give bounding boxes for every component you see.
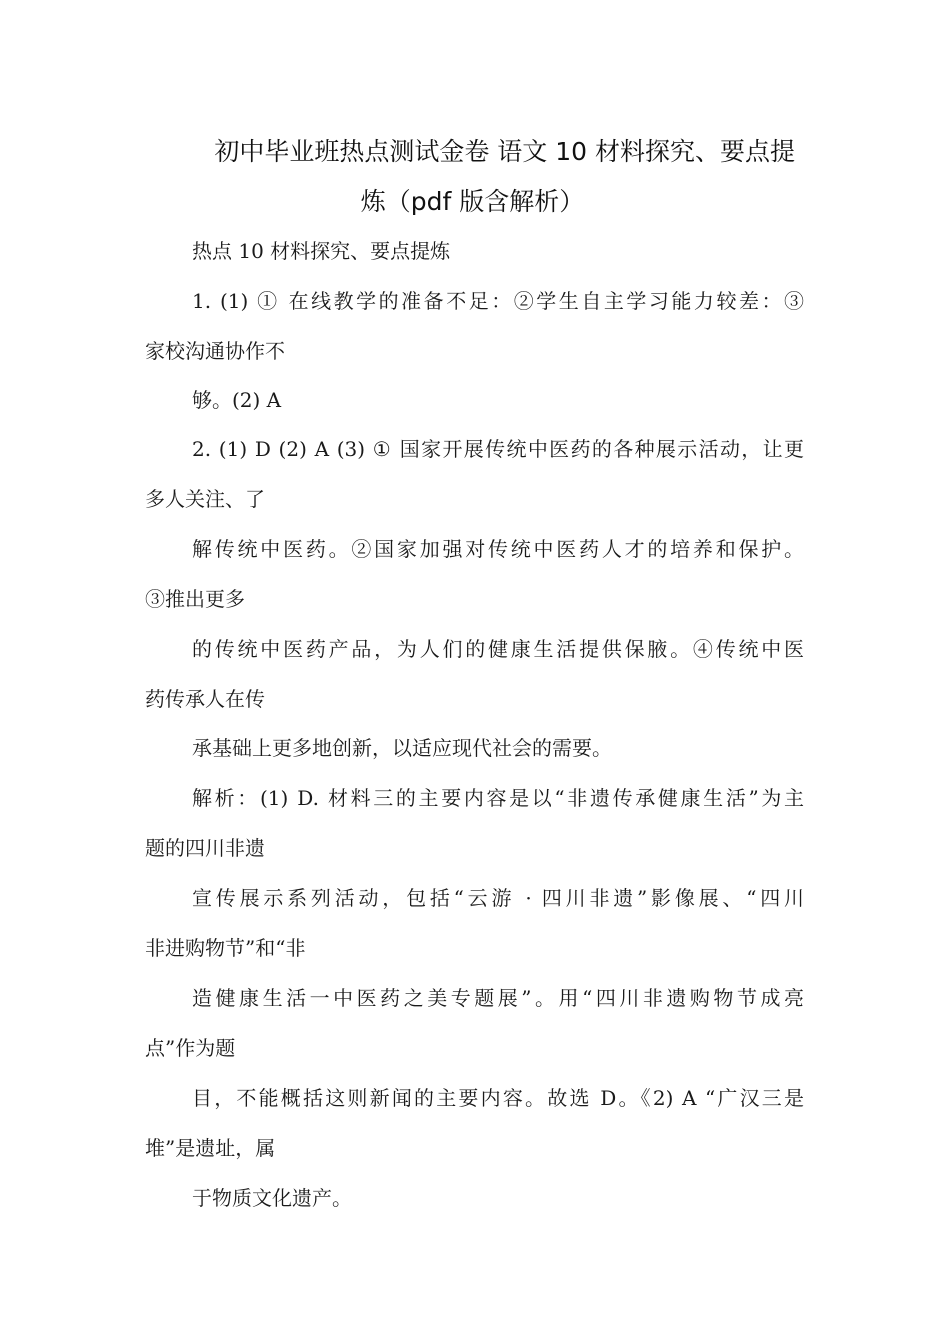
section-heading: 热点 10 材料探究、要点提炼: [192, 239, 451, 263]
q1-line2: 家校沟通协作不: [145, 339, 285, 363]
analysis-line5: 造健康生活一中医药之美专题展”。用“四川非遗购物节成亮: [192, 986, 804, 1010]
q2-line4: ③推出更多: [145, 587, 245, 611]
analysis-line6: 点”作为题: [145, 1036, 236, 1060]
q2-line7: 承基础上更多地创新，以适应现代社会的需要。: [192, 736, 612, 760]
analysis-line3: 宣传展示系列活动，包括“云游 · 四川非遗”影像展、“四川: [192, 886, 804, 910]
q1-line3: 够。(2) A: [192, 388, 282, 412]
q2-line3: 解传统中医药。②国家加强对传统中医药人才的培养和保护。: [192, 537, 804, 561]
analysis-line7: 目，不能概括这则新闻的主要内容。故选 D。《2) A “广汉三是: [192, 1086, 804, 1110]
analysis-line1: 解析：(1) D. 材料三的主要内容是以“非遗传承健康生活”为主: [192, 786, 804, 810]
q2-line6: 药传承人在传: [145, 687, 265, 711]
q2-line5: 的传统中医药产品，为人们的健康生活提供保腋。④传统中医: [192, 637, 804, 661]
analysis-line2: 题的四川非遗: [145, 836, 265, 860]
q1-line1: 1. (1) ① 在线教学的准备不足：②学生自主学习能力较差：③: [192, 289, 804, 313]
document-title-line2: 炼（pdf 版含解析）: [360, 187, 585, 216]
q2-line1: 2. (1) D (2) A (3) ① 国家开展传统中医药的各种展示活动，让更: [192, 437, 804, 461]
analysis-line8: 堆”是遗址，属: [145, 1136, 276, 1160]
analysis-line4: 非进购物节”和“非: [145, 936, 306, 960]
document-title-line1: 初中毕业班热点测试金卷 语文 10 材料探究、要点提: [214, 137, 795, 166]
q2-line2: 多人关注、了: [145, 487, 265, 511]
analysis-line9: 于物质文化遗产。: [192, 1186, 352, 1210]
